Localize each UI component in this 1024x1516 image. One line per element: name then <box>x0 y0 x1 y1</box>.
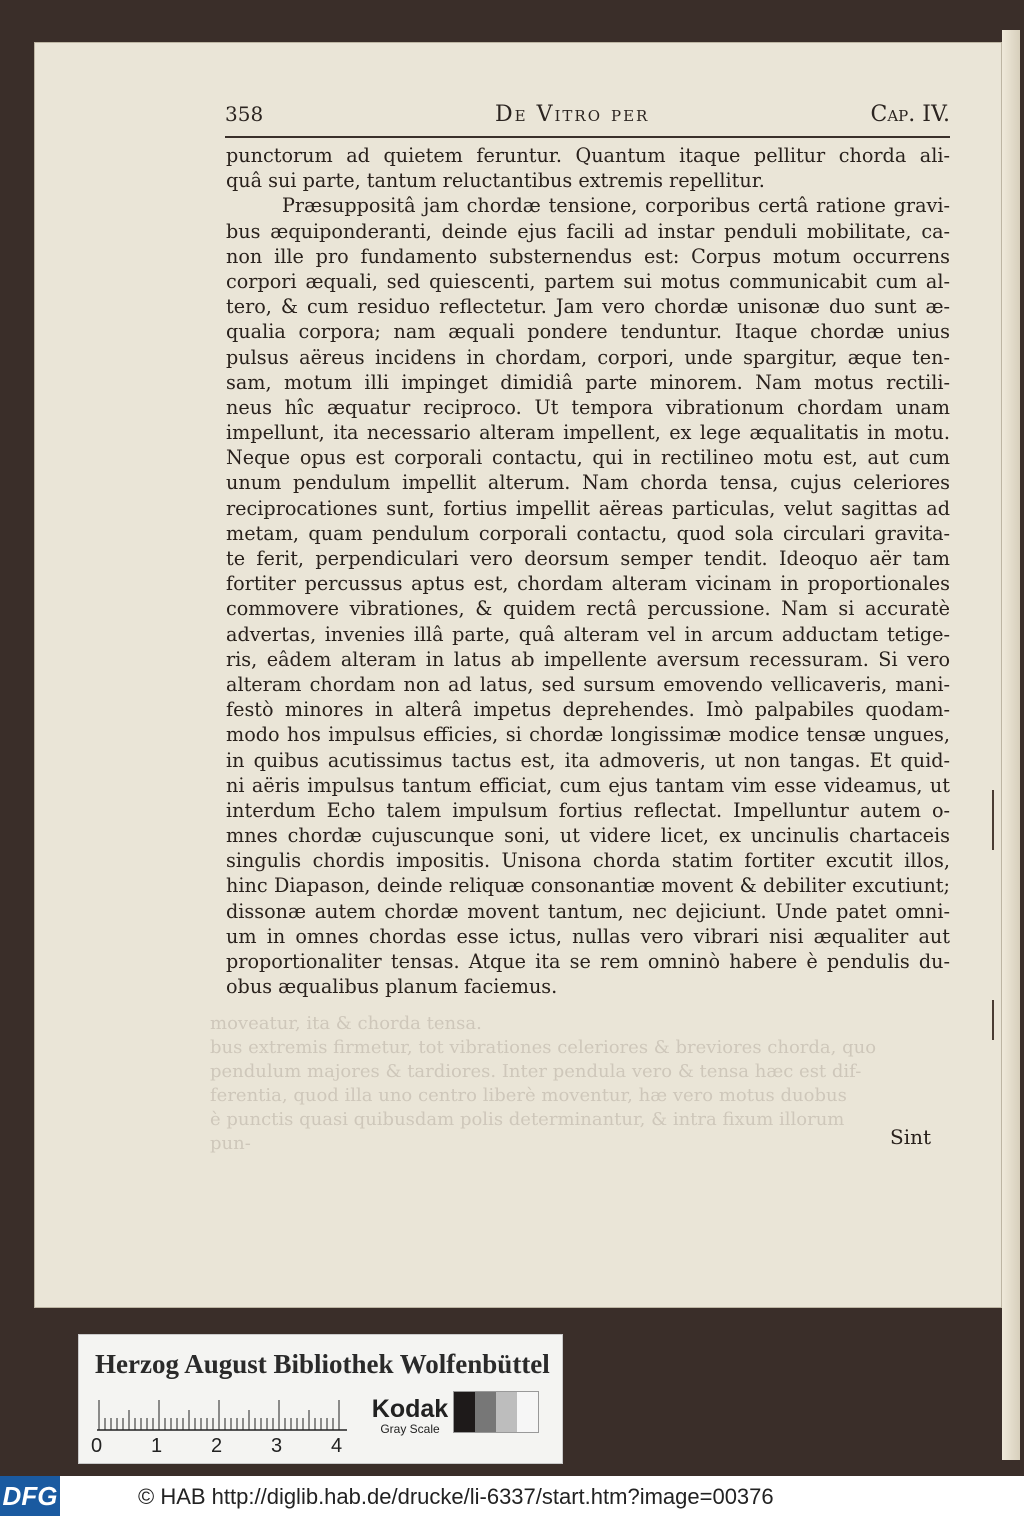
text-line: Neque opus est corporali contactu, qui in rectilineo motu est, aut cum <box>226 446 950 470</box>
bleed-through-line: pendulum majores & tardiores. Inter pendula vero & tensa hæc est dif- <box>210 1061 862 1082</box>
gray-patch <box>517 1392 538 1432</box>
text-line: unum pendulum impellit alterum. Nam chorda tensa, cujus celeriores <box>226 471 950 495</box>
text-line: quâ sui parte, tantum reluctantibus extremis repellitur. <box>226 169 765 193</box>
gray-scale-patches <box>453 1391 539 1433</box>
page-edge <box>1002 30 1020 1460</box>
gray-patch <box>496 1392 517 1432</box>
text-line: Præsuppositâ jam chordæ tensione, corporibus certâ ratione gravi- <box>282 194 950 218</box>
text-line: sam, motum illi impinget dimidiâ parte minorem. Nam motus rectili- <box>226 370 950 394</box>
ruler-number: 0 <box>91 1435 103 1457</box>
text-line: mnes chordæ cujuscunque soni, ut videre licet, ex uncinulis chartaceis <box>226 824 950 848</box>
text-line: te ferit, perpendiculari vero deorsum semper tendit. Ideoquo aër tam <box>226 547 950 570</box>
text-line: fortiter percussus aptus est, chordam alteram vicinam in proportionales <box>226 572 950 596</box>
ruler-scale <box>97 1397 347 1431</box>
header-rule <box>225 136 950 138</box>
running-head <box>225 102 950 132</box>
kodak-brand: Kodak <box>371 1395 449 1423</box>
ruler-number: 4 <box>331 1435 343 1457</box>
text-line: ris, eâdem alteram in latus ab impellente aversum recessuram. Si vero <box>226 647 950 671</box>
kodak-subtitle: Gray Scale <box>380 1422 440 1436</box>
text-line: dissonæ autem chordæ movent tantum, nec dejiciunt. Unde patet omni- <box>226 899 950 923</box>
text-line: ni aëris impulsus tantum efficiat, cum ejus tantam vim esse videamus, ut <box>226 773 950 797</box>
body-text <box>226 143 950 999</box>
bleed-through-line: è punctis quasi quibusdam polis determinantur, & intra fixum illorum <box>210 1109 845 1130</box>
bleed-through-line: ferentia, quod illa uno centro liberè moventur, hæ vero motus duobus <box>210 1085 847 1106</box>
text-line: pulsus aëreus incidens in chordam, corpori, unde spargitur, æque ten- <box>226 345 950 369</box>
text-line: alteram chordam non ad latus, sed sursum emovendo vellicaveris, mani- <box>226 672 950 696</box>
running-title: De Vitro per <box>495 102 650 127</box>
text-line: tero, & cum residuo reflectetur. Jam vero chordæ unisonæ duo sunt æ- <box>226 295 950 319</box>
text-line: proportionaliter tensas. Atque ita se rem omninò habere è pendulis du- <box>226 950 950 973</box>
library-name: Herzog August Bibliothek Wolfenbüttel <box>95 1349 550 1379</box>
gray-patch <box>454 1392 475 1432</box>
kodak-label <box>365 1395 455 1436</box>
bleed-through-text <box>210 1012 950 1156</box>
gray-patch <box>475 1392 496 1432</box>
text-line: commovere vibrationes, & quidem rectâ percussione. Nam si accuratè <box>226 597 950 621</box>
text-line: punctorum ad quietem feruntur. Quantum itaque pellitur chorda ali- <box>226 144 950 167</box>
text-line: interdum Echo talem impulsum fortius reflectat. Impelluntur autem o- <box>226 798 950 822</box>
text-line: advertas, invenies illâ parte, quâ alteram vel in arcum adductam tetige- <box>226 622 950 646</box>
text-line: metam, quam pendulum corporali contactu, quod sola circulari gravita- <box>226 521 950 545</box>
catchword: Sint <box>890 1125 932 1149</box>
text-line: bus æquiponderanti, deinde ejus facili ad instar penduli mobilitate, ca- <box>226 219 950 243</box>
text-line: hinc Diapason, deinde reliquæ consonantiæ movent & debiliter excutiunt; <box>226 874 950 898</box>
text-line: reciprocationes sunt, fortius impellit aëreas particulas, velut sagittas ad <box>226 496 950 520</box>
text-line: obus æqualibus planum faciemus. <box>226 975 558 999</box>
text-line: in quibus acutissimus tactus est, ita admoveris, ut non tangas. Et quid- <box>226 748 950 772</box>
text-line: um in omnes chordas esse ictus, nullas vero vibrari nisi æqualiter aut <box>226 924 950 948</box>
text-line: singulis chordis impositis. Unisona chorda statim fortiter excutit illos, <box>226 849 950 873</box>
margin-mark <box>992 1000 994 1040</box>
chapter-label: Cap. IV. <box>870 102 950 127</box>
folio-number: 358 <box>225 102 264 126</box>
ruler-number: 2 <box>211 1435 223 1457</box>
bleed-through-line: bus extremis firmetur, tot vibrationes celeriores & breviores chorda, quo <box>210 1037 877 1058</box>
ruler-numbers <box>91 1435 351 1459</box>
bleed-through-line: moveatur, ita & chorda tensa. <box>210 1013 482 1034</box>
copyright-url: © HAB http://diglib.hab.de/drucke/li-6337/start.htm?image=00376 <box>138 1484 774 1509</box>
text-line: corpori æquali, sed quiescenti, partem sui motus communicabit cum al- <box>226 269 950 293</box>
margin-mark <box>992 790 994 850</box>
text-line: qualia corpora; nam æquali pondere tenduntur. Itaque chordæ unius <box>226 320 950 344</box>
ruler-number: 1 <box>151 1435 163 1457</box>
ruler-number: 3 <box>271 1435 283 1457</box>
text-line: festò minores in alterâ impetus deprehendes. Imò palpabiles quodam- <box>226 698 950 722</box>
text-line: modo hos impulsus efficies, si chordæ longissimæ modice tensæ ungues, <box>226 723 950 747</box>
dfg-logo: DFG <box>0 1476 60 1516</box>
text-line: neus hîc æquatur reciproco. Ut tempora vibrationum chordam unam <box>226 395 950 419</box>
text-line: impellunt, ita necessario alteram impellent, ex lege æqualitatis in motu. <box>226 421 950 445</box>
text-line: non ille pro fundamento substernendus est: Corpus motum occurrens <box>226 244 950 268</box>
library-color-card <box>78 1334 563 1464</box>
bleed-through-line: pun- <box>210 1133 251 1154</box>
